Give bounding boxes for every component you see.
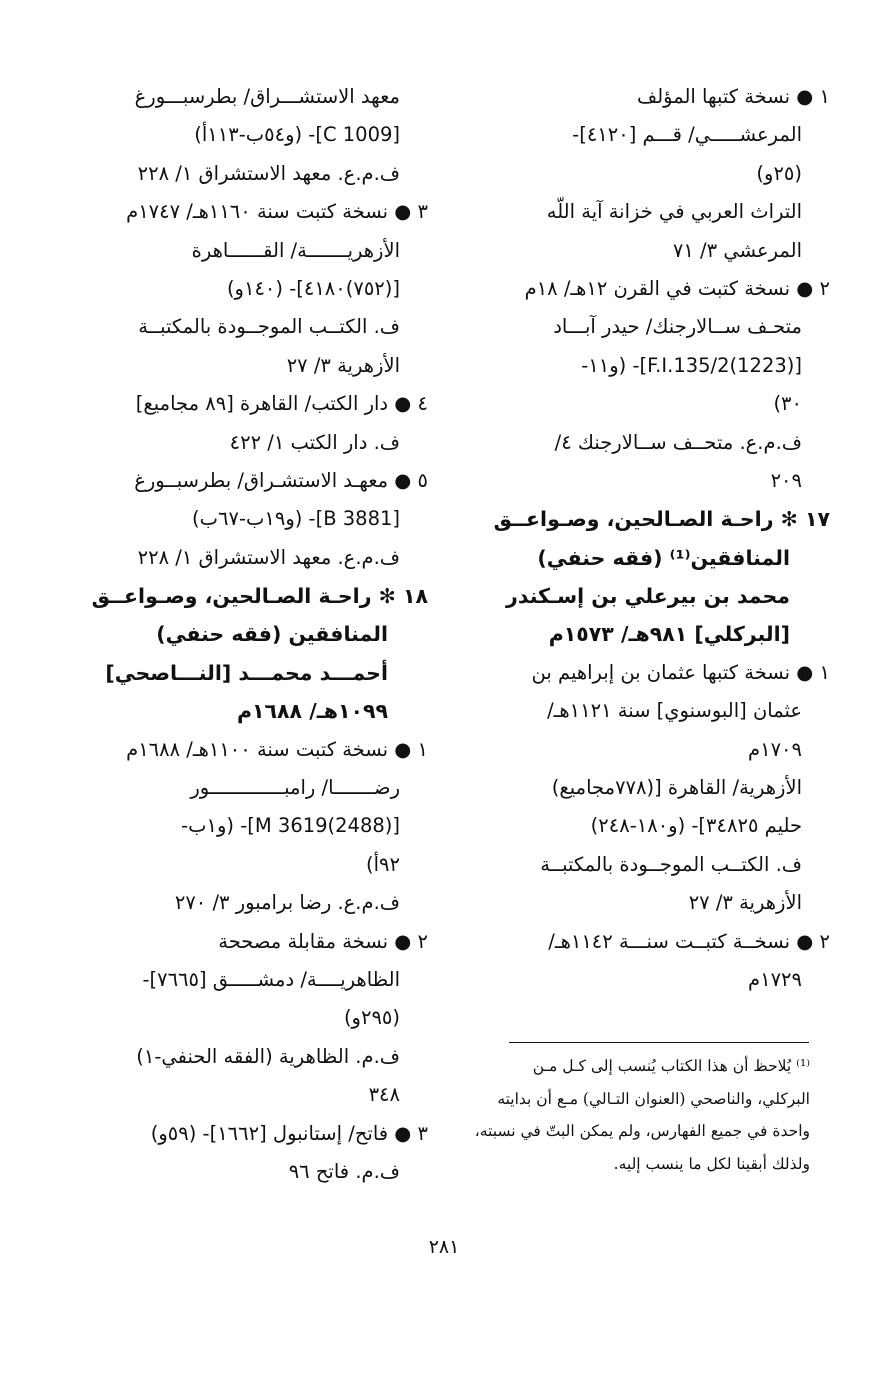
entry-line: عثمان [البوسنوي] سنة ١١٢١هـ/ [547,699,802,723]
entry-line: التراث العربي في خزانة آية اللّه [546,200,802,224]
entry-line: ٢٠٩ [770,468,802,492]
entry-line: ف.م.ع. رضا برامبور ٣/ ٢٧٠ [174,891,400,915]
footnote-separator [509,1042,809,1043]
entry-line: [B 3881]- (و١٩ب-٦٧ب) [192,507,400,531]
left-column [83,78,428,1191]
entry-title-line: [البركلي] ٩٨١هـ/ ١٥٧٣م [548,622,790,647]
entry-line: ٩٢أ) [366,852,400,876]
entry-title-line: ١٠٩٩هـ/ ١٦٨٨م [236,699,388,724]
entry-line: ف.م. فاتح ٩٦ [288,1159,400,1183]
entry-line: حليم ٣٤٨٢٥]- (و١٨٠-٢٤٨) [590,814,802,838]
footnote [475,1050,810,1180]
entry-line: [(٧٥٢)٤١٨٠]- (١٤٠و) [226,276,400,300]
entry-line: ٢ ● نسخــة كتبــت سنـــة ١١٤٢هـ/ [548,929,830,953]
entry-line: المرعشي ٣/ ٧١ [672,238,802,262]
entry-line: الأزهرية ٣/ ٢٧ [286,353,400,377]
footnote-line: واحدة في جميع الفهارس، ولم يمكن البتّ في نسبته، [475,1122,810,1140]
entry-line: ١ ● نسخة كتبها عثمان بن إبراهيم بن [531,660,830,684]
entry-line: ف. الكتــب الموجــودة بالمكتبــة [138,315,400,339]
entry-line: ٣٤٨ [368,1083,400,1107]
entry-line: المرعشـــــي/ قـــم [٤١٢٠]- [572,123,802,147]
entry-line: رضـــــــا/ رامبـــــــــــــور [190,776,400,800]
entry-line: (٢٥و) [756,161,802,185]
entry-line: الأزهرية/ القاهرة [(٧٧٨مجاميع) [551,776,802,800]
entry-title-line: أحمـــد محمـــد [النـــاصحي] [105,660,388,685]
entry-line: ٣٠) [773,392,802,416]
page-number: ٢٨١ [428,1236,460,1258]
entry-line: ٣ ● فاتح/ إستانبول [١٦٦٢]- (٥٩و) [150,1121,428,1145]
entry-line: (٢٩٥و) [343,1006,400,1030]
entry-line: ١ ● نسخة كتبت سنة ١١٠٠هـ/ ١٦٨٨م [126,737,428,761]
entry-line: [(1223)F.I.135/2]- (و١١- [581,353,802,377]
entry-line: ٢ ● نسخة كتبت في القرن ١٢هـ/ ١٨م [524,276,830,300]
entry-line: ٣ ● نسخة كتبت سنة ١١٦٠هـ/ ١٧٤٧م [126,200,428,224]
entry-line: ٤ ● دار الكتب/ القاهرة [٨٩ مجاميع] [135,392,428,416]
entry-line: الأزهرية ٣/ ٢٧ [688,891,802,915]
entry-line: ف. الكتــب الموجــودة بالمكتبــة [540,852,802,876]
entry-line: الأزهريـــــــة/ القــــــاهرة [191,238,400,262]
entry-line: ف. دار الكتب ١/ ٤٢٢ [229,430,400,454]
entry-line: متحـف ســالارجنك/ حيدر آبـــاد [553,315,802,339]
entry-line: [M 3619(2488)]- (و١ب- [181,814,400,838]
entry-line: ١٧٢٩م [748,967,802,991]
entry-line: ف.م. الظاهرية (الفقه الحنفي-١) [136,1044,400,1068]
entry-line: ف.م.ع. معهد الاستشراق ١/ ٢٢٨ [137,161,400,185]
entry-line: الظاهريــــة/ دمشـــــق [٧٦٦٥]- [142,967,400,991]
entry-title-line: ١٧ ✻ راحـة الصـالحين، وصـواعــق [493,507,830,532]
footnote-line: ولذلك أبقينا لكل ما ينسب إليه. [613,1154,810,1173]
entry-line: ٥ ● معهـد الاستشـراق/ بطرسبــورغ [134,468,428,492]
footnote-line: البركلي، والناصحي (العنوان التـالي) مـع أن بدايته [497,1089,810,1108]
entry-line: ف.م.ع. معهد الاستشراق ١/ ٢٢٨ [137,545,400,569]
entry-title-line: محمد بن بيرعلي بن إسـكندر [506,584,790,609]
right-column [470,78,830,999]
entry-line: معهد الاستشـــراق/ بطرسبـــورغ [134,85,400,108]
entry-line: ف.م.ع. متحــف ســالارجنك ٤/ [554,430,802,454]
entry-title-line: المنافقين⁽¹⁾ (فقه حنفي) [537,545,790,570]
entry-line: [C 1009]- (و٥٤ب-١١٣أ) [194,123,400,147]
entry-line: ١ ● نسخة كتبها المؤلف [637,85,830,108]
entry-title-line: ١٨ ✻ راحـة الصـالحين، وصـواعــق [91,584,428,609]
footnote-line: ⁽¹⁾ يُلاحظ أن هذا الكتاب يُنسب إلى كـل مـن [532,1057,810,1075]
entry-line: ٢ ● نسخة مقابلة مصححة [218,929,428,953]
entry-line: ١٧٠٩م [748,737,802,761]
entry-title-line: المنافقين (فقه حنفي) [156,622,388,647]
